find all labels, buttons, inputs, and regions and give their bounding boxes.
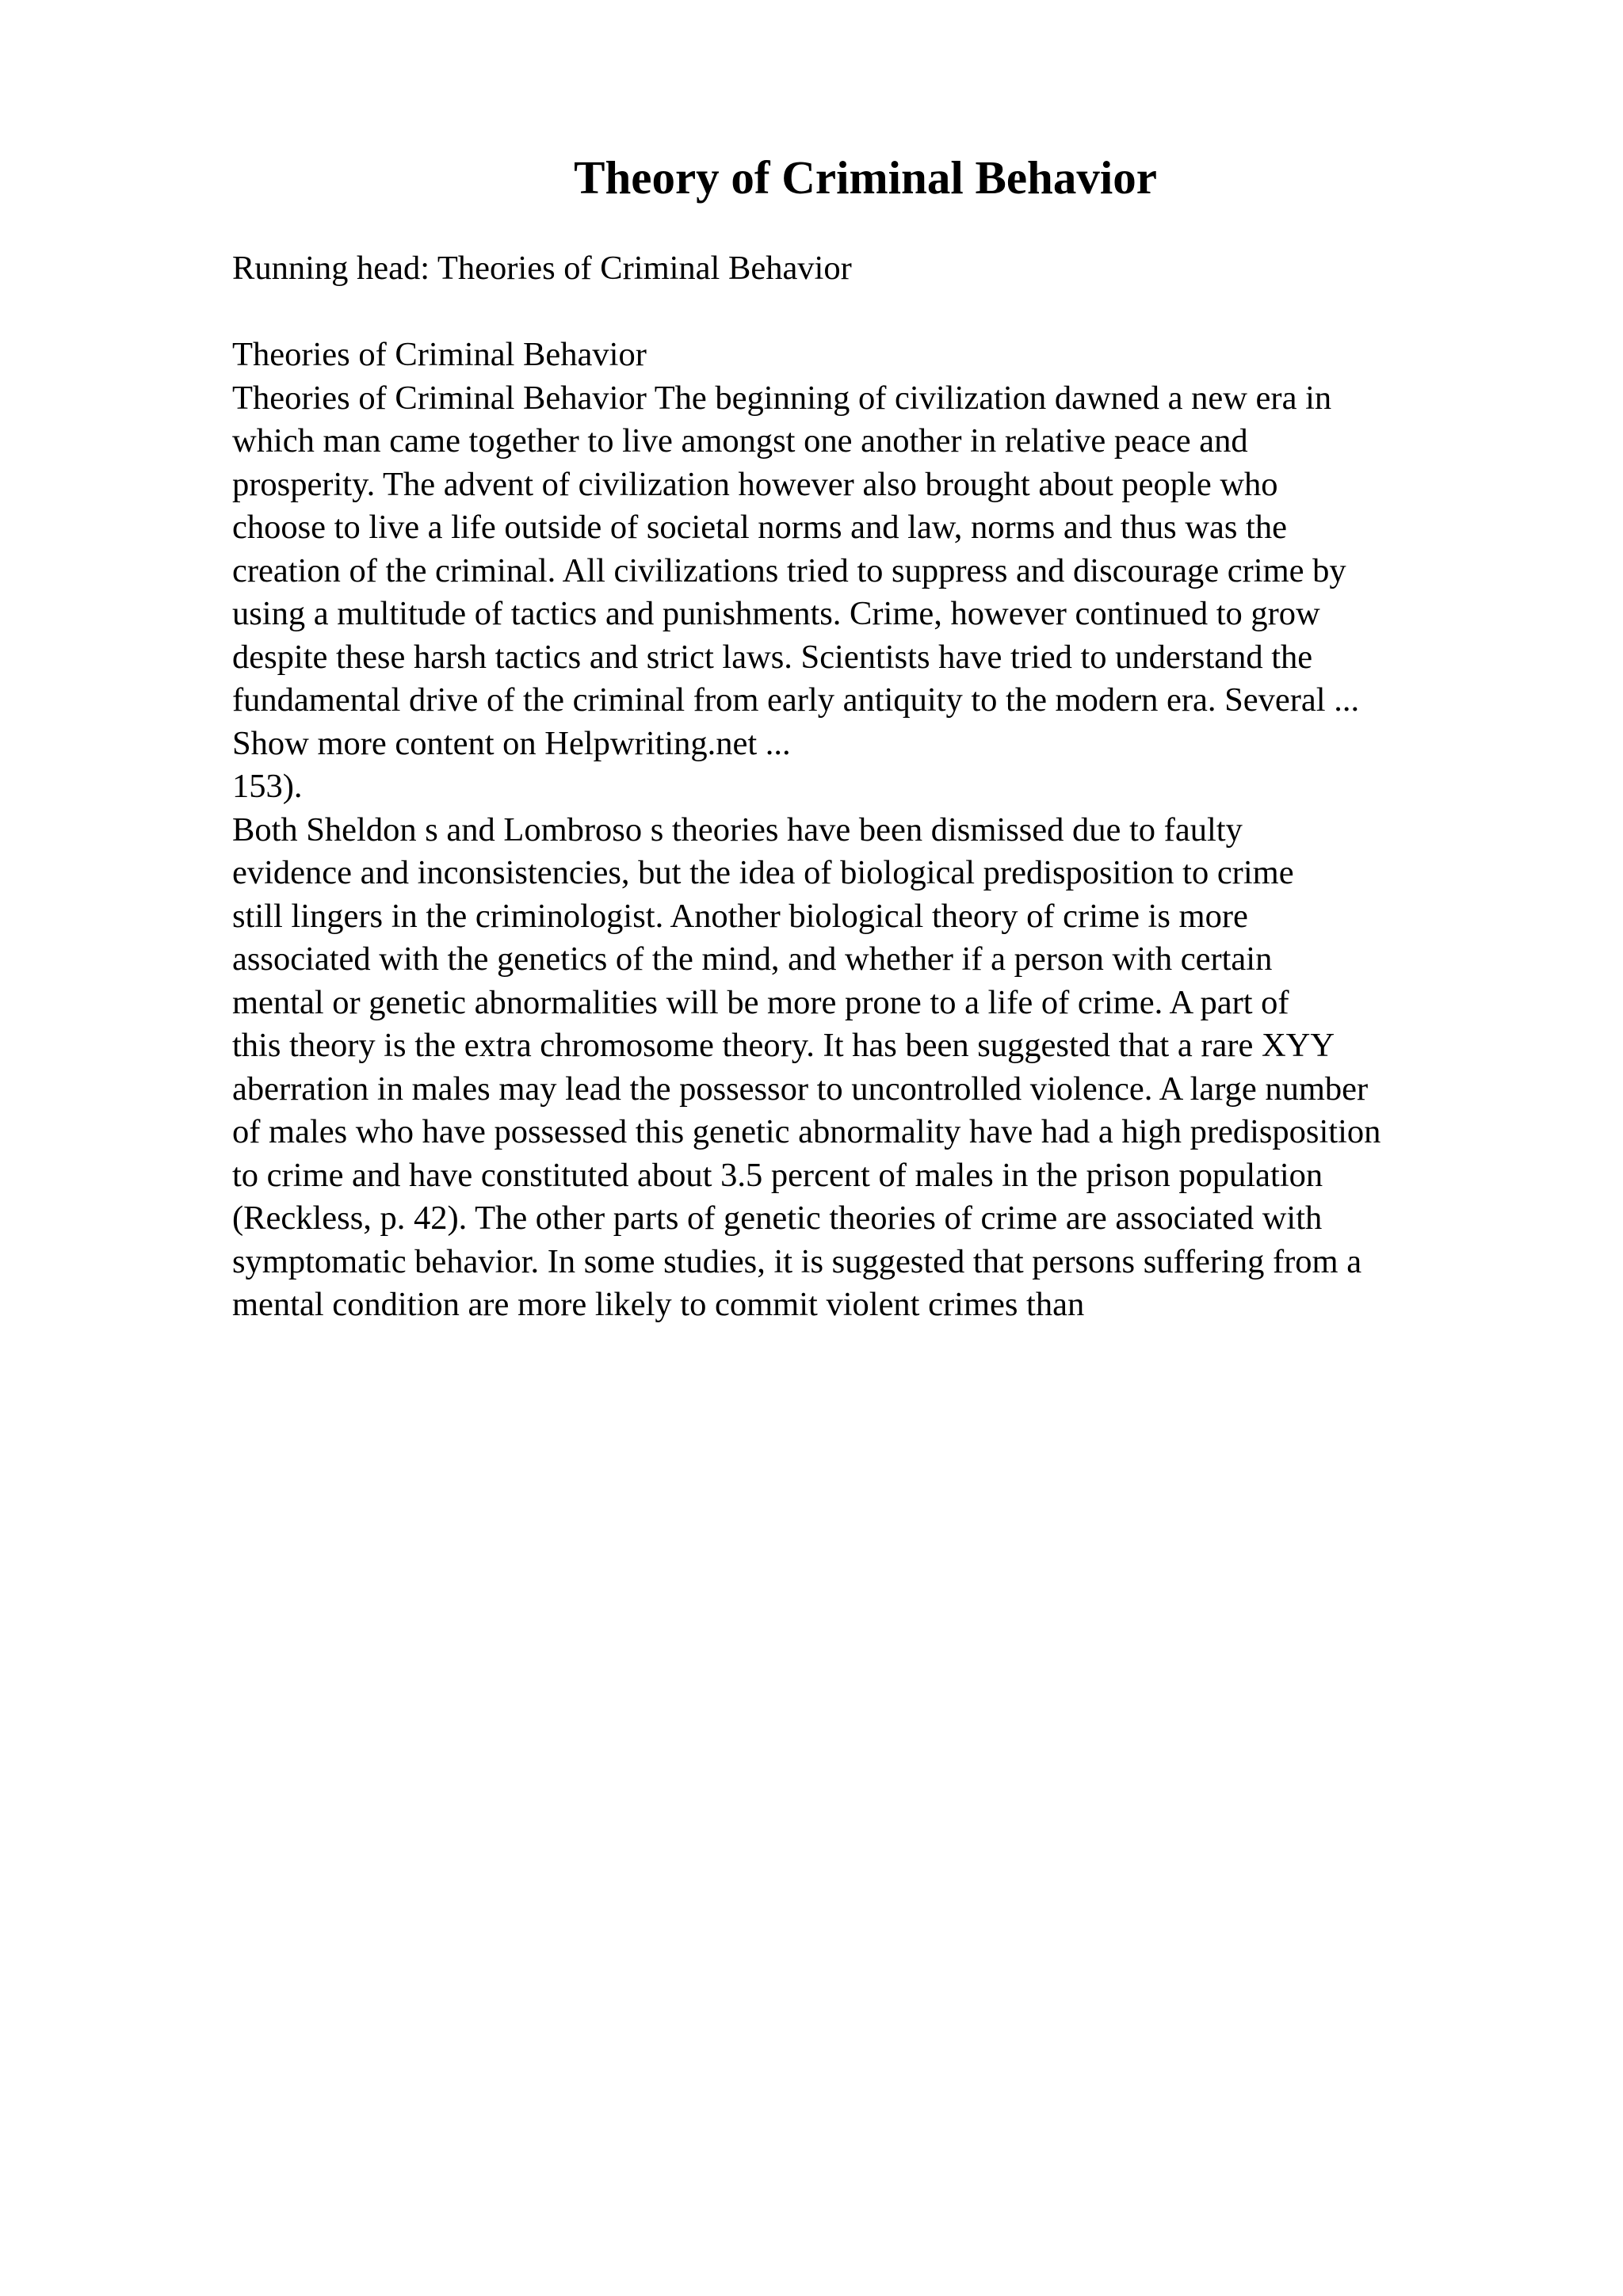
running-head-text: Running head: Theories of Criminal Behavior (232, 250, 852, 287)
body-line: creation of the criminal. All civilizations tried to suppress and discourage crime by (232, 551, 1346, 589)
document-title: Theory of Criminal Behavior (574, 151, 1157, 204)
document-body (232, 334, 1540, 1327)
body-line: of males who have possessed this genetic abnormality have had a high predisposition (232, 1113, 1381, 1150)
body-line: mental condition are more likely to commit violent crimes than (232, 1286, 1085, 1323)
body-line: fundamental drive of the criminal from early antiquity to the modern era. Several ... (232, 681, 1360, 719)
body-line: prosperity. The advent of civilization however also brought about people who (232, 465, 1278, 503)
body-line: this theory is the extra chromosome theory. It has been suggested that a rare XYY (232, 1027, 1335, 1064)
body-line: 153). (232, 768, 303, 805)
body-line: choose to live a life outside of societal norms and law, norms and thus was the (232, 509, 1287, 546)
body-line: Both Sheldon s and Lombroso s theories have been dismissed due to faulty (232, 810, 1243, 849)
body-line: aberration in males may lead the possessor to uncontrolled violence. A large number (232, 1070, 1369, 1108)
show-more-line: Show more content on Helpwriting.net ... (232, 724, 791, 762)
body-line: despite these harsh tactics and strict laws. Scientists have tried to understand the (232, 638, 1313, 676)
body-line: to crime and have constituted about 3.5 percent of males in the prison population (232, 1156, 1323, 1194)
body-line: associated with the genetics of the mind, and whether if a person with certain (232, 940, 1273, 978)
body-line: symptomatic behavior. In some studies, it is suggested that persons suffering from a (232, 1242, 1362, 1280)
section-heading: Theories of Criminal Behavior (232, 336, 647, 373)
body-line: which man came together to live amongst one another in relative peace and (232, 422, 1248, 460)
body-line: mental or genetic abnormalities will be more prone to a life of crime. A part of (232, 983, 1289, 1021)
body-line: evidence and inconsistencies, but the idea of biological predisposition to crime (232, 854, 1294, 891)
running-head (232, 247, 1540, 291)
body-line: still lingers in the criminologist. Another biological theory of crime is more (232, 897, 1248, 935)
body-line: using a multitude of tactics and punishments. Crime, however continued to grow (232, 595, 1320, 632)
body-line: Theories of Criminal Behavior The beginning of civilization dawned a new era in (232, 379, 1332, 417)
body-line: (Reckless, p. 42). The other parts of genetic theories of crime are associated with (232, 1199, 1323, 1237)
